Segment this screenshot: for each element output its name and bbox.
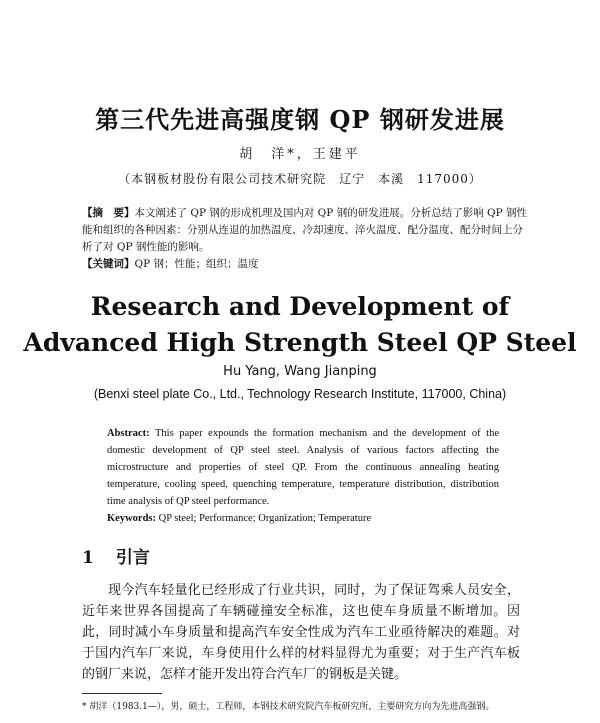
chinese-keywords-text: QP 钢；性能；组织；温度 [134,258,259,270]
chinese-keywords-label: 【关键词】 [82,258,135,270]
english-abstract-text: This paper expounds the formation mechanism and the development of the domestic development of QP steel steel. Analysis of various factors affecting the microstructure and properties of steel QP. From the continuous annealing heating temperature, cooling speed, quenching temperature, temperature distribution, distribution time analysis of QP steel performance. [107,428,499,507]
english-authors: Hu Yang, Wang Jianping [223,364,377,379]
english-title-line-2: Advanced High Strength Steel QP Steel [23,328,577,357]
chinese-authors: 胡 洋*，王建平 [239,147,361,162]
english-title [0,289,600,361]
chinese-abstract [82,205,528,256]
english-abstract-label: Abstract: [107,428,150,439]
section-number: 1 [82,548,94,568]
section-title: 引言 [115,548,150,568]
chinese-abstract-text: 本文阐述了 QP 钢的形成机理及国内对 QP 钢的研发进展。分析总结了影响 QP 钢性能和组织的各种因素：分别从连退的加热温度、冷却速度、淬火温度、配分温度、配分时间上分析了对 QP 钢性能的影响。 [82,207,528,253]
chinese-title: 第三代先进高强度钢 QP 钢研发进展 [95,105,505,134]
chinese-abstract-label: 【摘 要】 [82,207,135,219]
english-keywords [107,513,507,524]
section-heading [82,543,150,568]
english-keywords-text: QP steel; Performance; Organization; Temperature [158,513,372,524]
english-affiliation: (Benxi steel plate Co., Ltd., Technology Research Institute, 117000, China) [93,387,507,401]
chinese-affiliation: （本钢板材股份有限公司技术研究院 辽宁 本溪 117000） [118,172,482,186]
english-abstract [107,425,499,510]
footnote: * 胡洋（1983.1—），男，硕士，工程师，本钢技术研究院汽车板研究所，主要研究方向为先进高强钢。 [82,702,495,712]
english-title-line-1: Research and Development of [90,292,510,321]
intro-paragraph: 现今汽车轻量化已经形成了行业共识，同时，为了保证驾乘人员安全，近年来世界各国提高了车辆碰撞安全标准，这也使车身质量不断增加。因此，同时减小车身质量和提高汽车安全性成为汽车工业亟待解决的难题。对于国内汽车厂来说，车身使用什么样的材料显得尤为重要；对于生产汽车板的钢厂来说，怎样才能开发出符合汽车厂的钢板是关键。 [82,583,520,682]
footnote-divider [82,693,162,694]
english-keywords-label: Keywords: [107,513,156,524]
chinese-keywords [82,256,528,271]
